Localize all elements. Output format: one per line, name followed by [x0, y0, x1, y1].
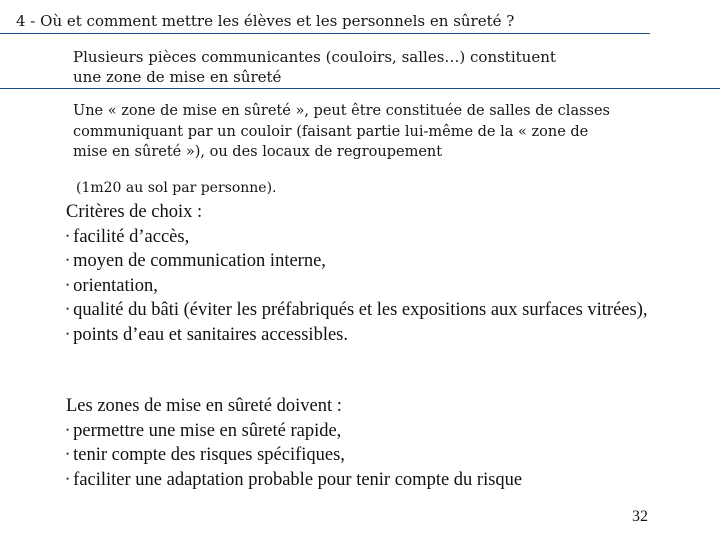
title-underline: [0, 33, 650, 34]
page-number: 32: [632, 508, 648, 525]
bullet-icon: •: [66, 304, 70, 314]
paragraph-line: mise en sûreté »), ou des locaux de regroupement: [73, 144, 443, 160]
list-item-text: qualité du bâti (éviter les préfabriqués et les expositions aux surfaces vitrées),: [73, 300, 648, 320]
definition-paragraph: [73, 101, 610, 163]
list-item: [66, 298, 681, 323]
subtitle-underline: [0, 88, 720, 89]
list-item-text: orientation,: [73, 275, 158, 296]
requirements-heading: Les zones de mise en sûreté doivent :: [66, 396, 342, 416]
list-item: [66, 468, 681, 493]
list-item: [66, 419, 681, 444]
list-item: [66, 443, 681, 468]
requirements-list: [66, 395, 681, 492]
criteria-heading: Critères de choix :: [66, 202, 203, 222]
paragraph-line: communiquant par un couloir (faisant partie lui-même de la « zone de: [73, 123, 589, 140]
subtitle: [73, 47, 556, 87]
list-item-text: moyen de communication interne,: [73, 251, 326, 271]
bullet-icon: •: [66, 255, 70, 265]
list-item-text: permettre une mise en sûreté rapide,: [73, 420, 342, 441]
bullet-icon: •: [66, 279, 70, 290]
list-item-text: faciliter une adaptation probable pour tenir compte du risque: [73, 469, 523, 490]
paragraph-line: Une « zone de mise en sûreté », peut être constituée de salles de classes: [73, 103, 610, 119]
subtitle-line: une zone de mise en sûreté: [73, 68, 282, 86]
list-item: [66, 323, 681, 348]
list-item-text: facilité d’accès,: [73, 226, 190, 247]
list-item-text: tenir compte des risques spécifiques,: [73, 445, 345, 465]
bullet-icon: •: [66, 473, 70, 484]
bullet-icon: •: [66, 424, 70, 435]
bullet-icon: •: [66, 328, 70, 339]
surface-note: (1m20 au sol par personne).: [76, 180, 277, 196]
bullet-icon: •: [66, 449, 70, 459]
subtitle-line: Plusieurs pièces communicantes (couloirs, salles…) constituent: [73, 48, 556, 66]
list-item: [66, 274, 681, 299]
slide-title: 4 - Où et comment mettre les élèves et les personnels en sûreté ?: [16, 12, 515, 30]
list-item-text: points d’eau et sanitaires accessibles.: [73, 324, 348, 345]
list-item: [66, 249, 681, 274]
list-item: [66, 225, 681, 250]
criteria-list: [66, 201, 681, 347]
bullet-icon: •: [66, 230, 70, 241]
